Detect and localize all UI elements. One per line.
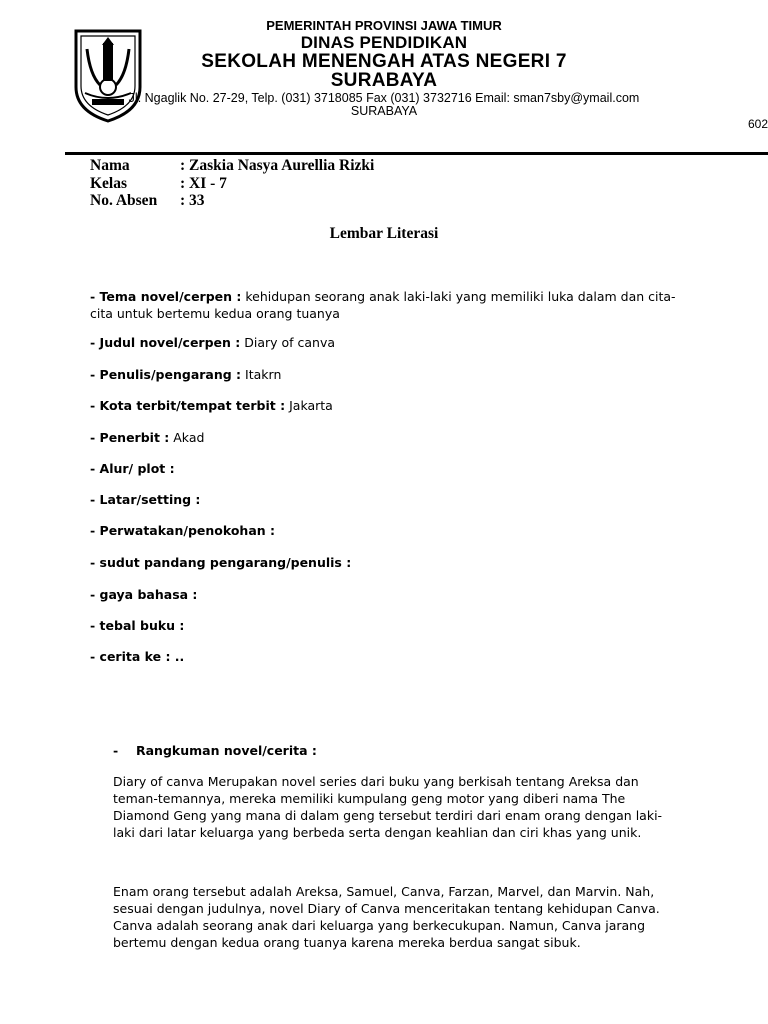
- field-alur: [90, 460, 690, 477]
- field-label: - Penerbit :: [90, 430, 170, 445]
- field-label: - Perwatakan/penokohan :: [90, 523, 276, 538]
- letterhead-school-name: SEKOLAH MENENGAH ATAS NEGERI 7: [201, 51, 567, 72]
- field-label: - Latar/setting :: [90, 492, 201, 507]
- field-cerita-ke: [90, 648, 690, 665]
- letterhead-address: Jl. Ngaglik No. 27-29, Telp. (031) 3718085 Fax (031) 3732716 Email: sman7sby@ymail.com: [128, 91, 640, 105]
- field-tebal-buku: [90, 617, 690, 634]
- summary-paragraph-1: Diary of canva Merupakan novel series dari buku yang berkisah tentang Areksa dan teman-temannya, mereka memiliki kumpulang geng motor yang diberi nama The Diamond Geng yang mana di dalam geng tersebut terdiri dari enam orang dengan laki-laki dari latar keluarga yang berbeda serta dengan keahlian dan ciri khas yang unik.: [113, 774, 663, 840]
- kelas-label: Kelas: [90, 175, 128, 192]
- field-label: - cerita ke : ..: [90, 649, 185, 664]
- letterhead-government: PEMERINTAH PROVINSI JAWA TIMUR: [266, 18, 502, 33]
- summary-bullet: -: [113, 743, 119, 758]
- field-value: Diary of canva: [240, 335, 336, 350]
- field-kota-terbit: [90, 397, 690, 414]
- field-sudut-pandang: [90, 554, 690, 571]
- field-label: - tebal buku :: [90, 618, 185, 633]
- field-label: - gaya bahasa :: [90, 587, 198, 602]
- field-perwatakan: [90, 522, 690, 539]
- identity-absen-row: [90, 192, 205, 210]
- identity-nama-row: [90, 157, 374, 175]
- field-value: Itakrn: [241, 367, 282, 382]
- field-penulis: [90, 366, 690, 383]
- field-label: - Penulis/pengarang :: [90, 367, 242, 382]
- field-label: - Alur/ plot :: [90, 461, 175, 476]
- document-title: Lembar Literasi: [329, 225, 439, 242]
- field-latar: [90, 491, 690, 508]
- letterhead-city: SURABAYA: [330, 70, 438, 91]
- field-penerbit: [90, 429, 690, 446]
- field-label: - sudut pandang pengarang/penulis :: [90, 555, 352, 570]
- letterhead-department: DINAS PENDIDIKAN: [300, 33, 468, 52]
- identity-kelas-row: [90, 175, 227, 193]
- field-label: - Kota terbit/tempat terbit :: [90, 398, 286, 413]
- kelas-value: : XI - 7: [180, 175, 227, 192]
- absen-label: No. Absen: [90, 192, 158, 209]
- nama-label: Nama: [90, 157, 130, 174]
- field-label: - Tema novel/cerpen :: [90, 289, 242, 304]
- letterhead-address-city: SURABAYA: [350, 104, 418, 118]
- field-value: Akad: [169, 430, 205, 445]
- document-code: 602: [748, 117, 768, 131]
- field-value: Jakarta: [285, 398, 333, 413]
- field-judul: [90, 334, 690, 351]
- nama-value: : Zaskia Nasya Aurellia Rizki: [180, 157, 375, 174]
- summary-heading-label: Rangkuman novel/cerita :: [136, 743, 317, 758]
- field-value: kehidupan seorang anak laki-laki yang memiliki luka dalam dan cita-cita untuk bertemu kedua orang tuanya: [90, 289, 676, 321]
- absen-value: : 33: [180, 192, 205, 209]
- field-tema: [90, 288, 690, 322]
- field-gaya-bahasa: [90, 586, 690, 603]
- summary-heading: [113, 743, 317, 758]
- letterhead-divider: [65, 152, 768, 155]
- summary-paragraph-2: Enam orang tersebut adalah Areksa, Samuel, Canva, Farzan, Marvel, dan Marvin. Nah, sesuai dengan judulnya, novel Diary of Canva menceritakan tentang kehidupan Canva. Canva adalah seorang anak dari keluarga yang berkecukupan. Namun, Canva jarang bertemu dengan kedua orang tuanya karena mereka berdua sangat sibuk.: [113, 884, 660, 950]
- field-label: - Judul novel/cerpen :: [90, 335, 241, 350]
